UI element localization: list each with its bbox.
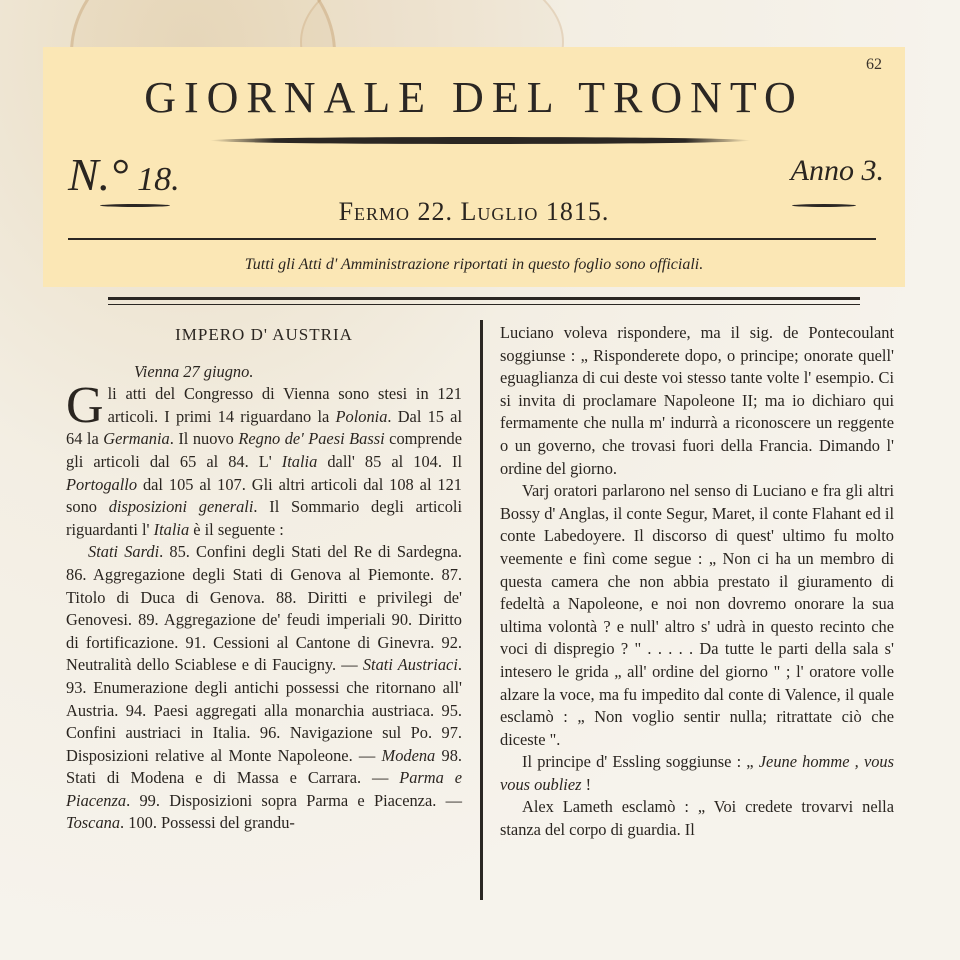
left-column: [66, 322, 462, 835]
right-column: [500, 322, 894, 842]
issue-number: [68, 148, 180, 201]
drop-cap: G: [66, 377, 104, 435]
masthead-subtitle: Tutti gli Atti d' Amministrazione riportati in questo foglio sono officiali.: [244, 256, 704, 273]
text-run: è il seguente :: [189, 519, 284, 539]
page-number: 62: [866, 56, 882, 73]
article-paragraph: Varj oratori parlarono nel senso di Luciano e fra gli altri Bossy d' Anglas, il conte Segur, Maret, il conte Flahant ed il conte Labedoyere. Il discorso di quest' ultimo fu molto veemente e finì come segue : „ Non ci ha un membro di questa camera che non abbia prestato il giuramento di fedeltà a Napoleone, e noi non dovremo onorare la sua ultima volontà ? e null' altro s' udrà in questo recinto che voci di dispregio ? " . . . . . Da tutte le parti della sala s' intesero le grida „ all' ordine del giorno " ; l' oratore volle alzare la voce, ma fu impedito dal conte di Valence, il quale esclamò : „ Non voglio sentir nulla; ritrattate ciò che diceste ".: [500, 481, 894, 749]
masthead-rule: [68, 238, 876, 240]
article-paragraph: Luciano voleva rispondere, ma il sig. de Pontecoulant soggiunse : „ Risponderete dopo, o principe; onorate quell' eguaglianza di cui deste voi stesso tante volte l' esempio. Ci si invita di proclamare Napoleone II; ma io dichiaro qui fermamente che nulla m' indurrà a riconoscere un reggente o un governo, che trovasi fuori della Francia. Dimando l' ordine del giorno.: [500, 323, 894, 478]
text-run: . 85. Confini degli Stati del Re di Sardegna. 86. Aggregazione degli Stati di Genova al Piemonte. 87. Titolo di Duca di Genova. 88. Diritti e privilegi de' Genovesi. 89. Aggregazione de' feudi imperiali 90. Diritto di fortificazione. 91. Cessioni al Cantone di Ginevra. 92. Neutralità dello Sciablese e di Faucigny. —: [66, 542, 463, 675]
text-run-italic: disposizioni generali: [108, 497, 254, 517]
text-run-italic: Polonia: [335, 406, 388, 426]
text-run: dall' 85 al 104. Il: [317, 451, 462, 471]
text-run: . 99. Disposizioni sopra Parma e Piacenza. —: [126, 790, 462, 810]
issue-label: N.°: [68, 149, 129, 200]
section-heading: IMPERO D' AUSTRIA: [175, 325, 353, 344]
text-run: . Il nuovo: [169, 429, 239, 449]
text-run-italic: Stati Austriaci: [362, 655, 458, 675]
text-run-italic: Jeune homme , vous vous oubliez: [500, 752, 894, 794]
text-run-italic: Portogallo: [66, 474, 138, 494]
title-ornament-rule: [210, 137, 750, 144]
section-rule-thin: [108, 304, 860, 305]
text-run: !: [581, 774, 592, 794]
issue-number-value: 18.: [137, 161, 180, 198]
text-run-italic: Parma e Piacenza: [66, 768, 462, 810]
issue-dateline: Fermo 22. Luglio 1815.: [338, 197, 610, 226]
text-run-italic: Toscana: [66, 813, 121, 833]
section-rule-thick: [108, 297, 860, 300]
text-run: . 93. Enumerazione degli antichi possessi che ritornano all' Austria. 94. Paesi aggregati alla monarchia austriaca. 95. Confini austriaci in Italia. 96. Navigazione sul Po. 97. Disposizioni relative al Monte Napoleone. —: [66, 655, 462, 765]
text-run-italic: Italia: [281, 451, 318, 471]
text-run: . Dal 15 al 64 la: [66, 406, 462, 449]
article-paragraph: Alex Lameth esclamò : „ Voi credete trovarvi nella stanza del corpo di guardia. Il: [500, 797, 894, 840]
text-run-italic: Italia: [153, 519, 190, 539]
text-run: Il principe d' Essling soggiunse : „: [522, 752, 759, 772]
text-run-italic: Stati Sardi: [88, 542, 160, 562]
column-divider: [480, 320, 483, 900]
text-run-italic: Germania: [103, 429, 170, 449]
text-run: . 100. Possessi del grandu-: [120, 813, 295, 833]
year-label: Anno 3.: [790, 154, 884, 187]
article-paragraph: [66, 377, 462, 541]
article-paragraph: [500, 751, 894, 796]
text-run: comprende gli articoli dal 65 al 84. L': [66, 429, 462, 471]
text-run: li atti del Congresso di Vienna sono stesi in 121 articoli. I primi 14 riguardano la: [107, 384, 462, 426]
text-run: dal 105 al 107. Gli altri articoli dal 108 al 121 sono: [66, 474, 462, 517]
newspaper-title: GIORNALE DEL TRONTO: [144, 73, 804, 122]
text-run: . Il Sommario degli articoli riguardanti l': [66, 497, 462, 539]
text-run: 98. Stati di Modena e di Massa e Carrara. —: [66, 745, 462, 788]
article-paragraph: [66, 541, 462, 835]
text-run-italic: Regno de' Paesi Bassi: [238, 429, 385, 449]
article-dateline: Vienna 27 giugno.: [134, 361, 254, 381]
text-run-italic: Modena: [381, 745, 436, 765]
